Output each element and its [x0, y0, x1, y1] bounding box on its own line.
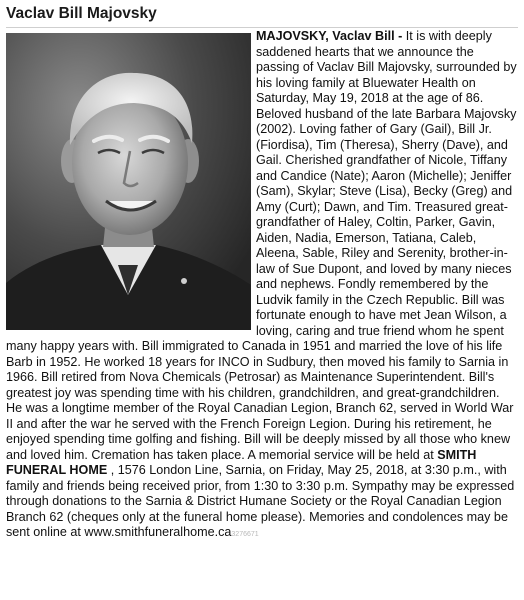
- obituary-text: [6, 29, 518, 543]
- obituary-paragraph-2: , 1576 London Line, Sarnia, on Friday, May 25, 2018, at 3:30 p.m., with family and friends being received prior, from 1:30 to 3:30 p.m. Sympathy may be expressed through donations to the Sarnia & District Humane Society or the Royal Canadian Legion Branch 62 (cheques only at the funeral home please). Memories and condolences may be sent online at www.smithfuneralhome.ca: [6, 463, 515, 539]
- photo-spacer: [6, 29, 256, 331]
- funeral-home-name: SMITH FUNERAL HOME: [6, 447, 477, 477]
- page-title: Vaclav Bill Majovsky: [6, 5, 157, 22]
- obituary-lead-name: MAJOVSKY, Vaclav Bill -: [256, 29, 403, 43]
- obituary-paragraph-1: It is with deeply saddened hearts that we announce the passing of Vaclav Bill Majovsky, surrounded by his loving family at Bluewater Health on Saturday, May 19, 2018 at the age of 86. Beloved husband of the late Barbara Majovsky (2002). Loving father of Gary (Gail), Bill Jr. (Fiordisa), Tim (Theresa), Sherry (Dave), and Gail. Cherished grandfather of Nicole, Tiffany and Candice (Nate); Aaron (Michelle); Jeniffer (Sam), Skylar; Steve (Lisa), Becky (Greg) and Amy (Curt); Dawn, and Tim. Treasured great-grandfather of Haley, Coltin, Parker, Gavin, Aiden, Nadia, Emerson, Tatiana, Caleb, Aleena, Sable, Riley and Serenity, brother-in-law of Sue Dupont, and loved by many nieces and nephews. Fondly remembered by the Ludvik family in the Czech Republic. Bill was fortunate enough to have met Jean Wilson, a loving, caring and true friend whom he spent many happy years with. Bill immigrated to Canada in 1951 and married the love of his life Barb in 1952. He worked 18 years for INCO in Sudbury, then moved his family to Sarnia in 1966. Bill retired from Nova Chemicals (Petrosar) as Maintenance Superintendent. Bill's greatest joy was spending time with his children, grandchildren, and great-grandchildren. He was a longtime member of the Royal Canadian Legion, Branch 62, served in World War II and after the war he served with the French Foreign Legion. During his retirement, he enjoyed spending time golfing and fishing. Bill will be deeply missed by all those who knew and loved him. Cremation has taken place. A memorial service will be held at: [6, 29, 517, 462]
- reference-number: 3276671: [231, 531, 259, 538]
- title-divider: [6, 27, 518, 28]
